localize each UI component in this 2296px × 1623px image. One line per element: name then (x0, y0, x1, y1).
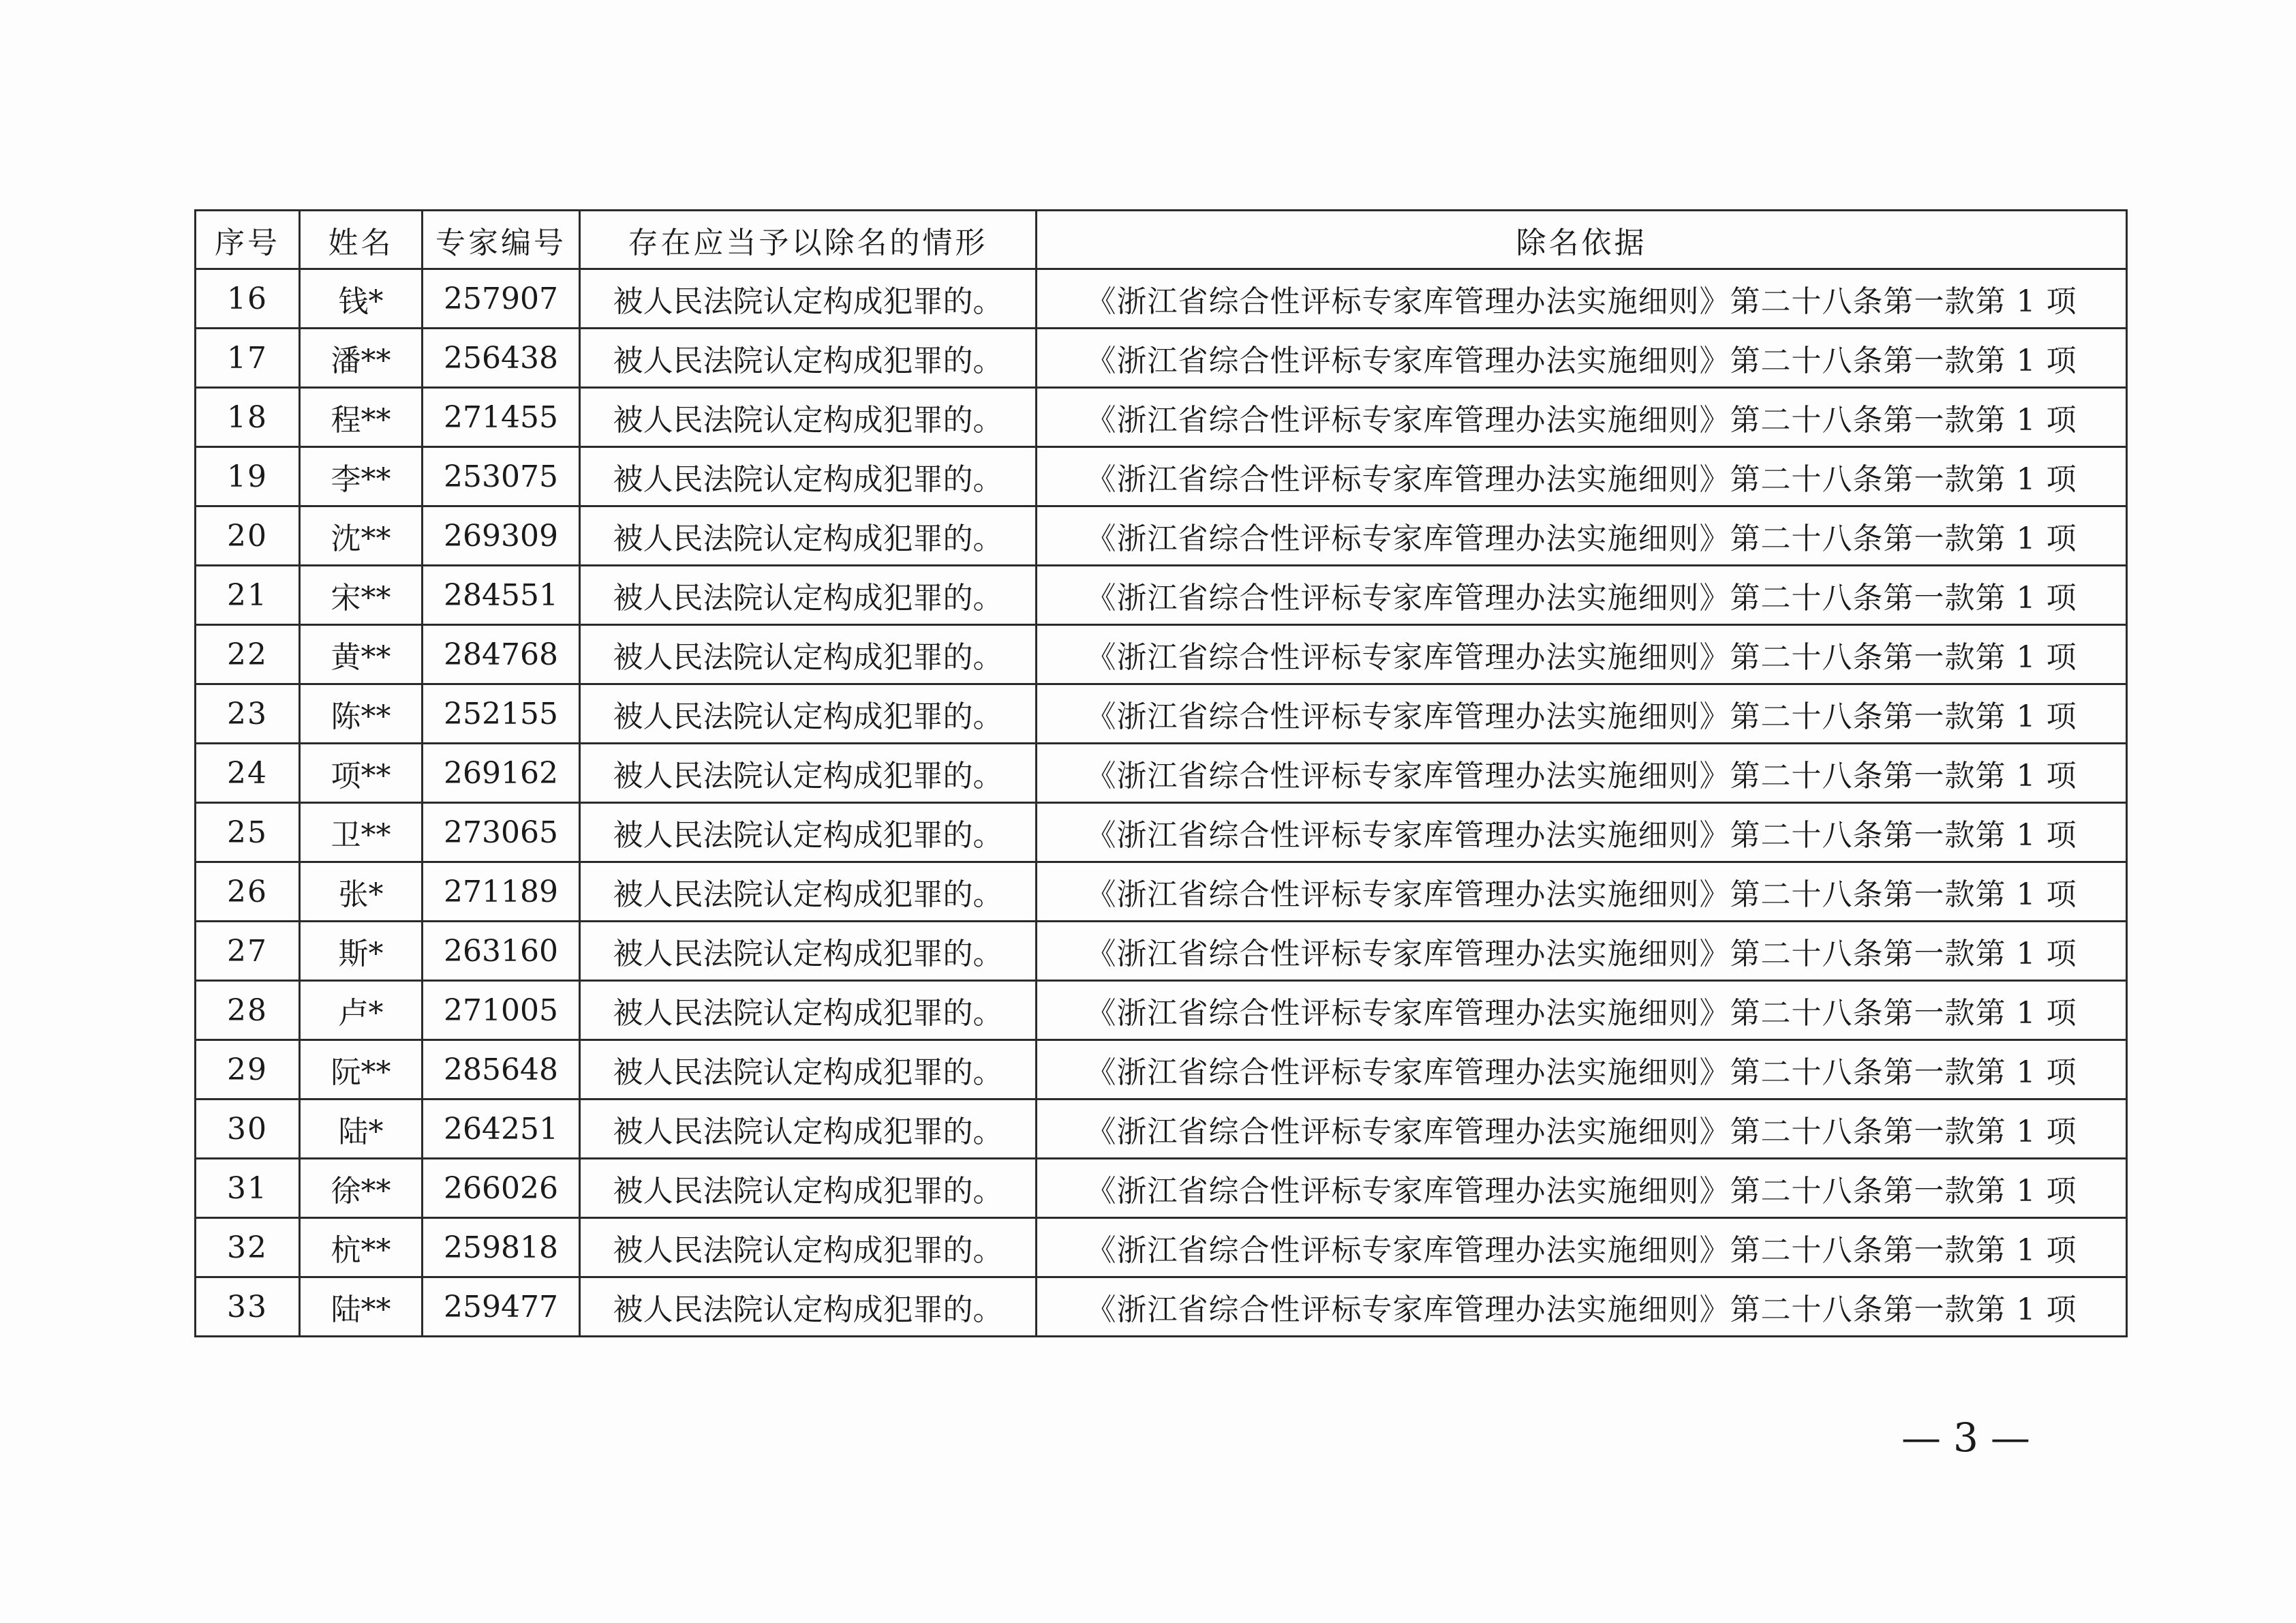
cell-expert-id: 253075 (423, 447, 580, 506)
table-row (196, 862, 2127, 922)
cell-expert-id: 284768 (423, 625, 580, 684)
header-name: 姓名 (300, 211, 423, 269)
cell-situation: 被人民法院认定构成犯罪的。 (580, 1040, 1037, 1099)
cell-basis: 《浙江省综合性评标专家库管理办法实施细则》第二十八条第一款第 1 项 (1037, 1099, 2127, 1159)
cell-situation: 被人民法院认定构成犯罪的。 (580, 1277, 1037, 1337)
cell-basis: 《浙江省综合性评标专家库管理办法实施细则》第二十八条第一款第 1 项 (1037, 922, 2127, 981)
table-row (196, 1277, 2127, 1337)
cell-expert-id: 271455 (423, 388, 580, 447)
cell-seq: 17 (196, 329, 300, 388)
cell-expert-id: 266026 (423, 1159, 580, 1218)
cell-seq: 30 (196, 1099, 300, 1159)
cell-basis: 《浙江省综合性评标专家库管理办法实施细则》第二十八条第一款第 1 项 (1037, 625, 2127, 684)
cell-expert-id: 263160 (423, 922, 580, 981)
cell-seq: 26 (196, 862, 300, 922)
cell-situation: 被人民法院认定构成犯罪的。 (580, 329, 1037, 388)
table-row (196, 744, 2127, 803)
cell-seq: 28 (196, 981, 300, 1040)
cell-expert-id: 259818 (423, 1218, 580, 1277)
cell-expert-id: 269162 (423, 744, 580, 803)
table-row (196, 1218, 2127, 1277)
cell-situation: 被人民法院认定构成犯罪的。 (580, 922, 1037, 981)
cell-situation: 被人民法院认定构成犯罪的。 (580, 447, 1037, 506)
cell-seq: 25 (196, 803, 300, 862)
cell-name: 斯* (300, 922, 423, 981)
cell-expert-id: 257907 (423, 269, 580, 329)
cell-situation: 被人民法院认定构成犯罪的。 (580, 981, 1037, 1040)
cell-situation: 被人民法院认定构成犯罪的。 (580, 506, 1037, 566)
cell-name: 李** (300, 447, 423, 506)
cell-situation: 被人民法院认定构成犯罪的。 (580, 566, 1037, 625)
cell-seq: 19 (196, 447, 300, 506)
cell-name: 卫** (300, 803, 423, 862)
header-seq: 序号 (196, 211, 300, 269)
table-row (196, 566, 2127, 625)
page-number: —3— (1901, 1414, 2042, 1461)
table-row (196, 922, 2127, 981)
cell-seq: 20 (196, 506, 300, 566)
cell-basis: 《浙江省综合性评标专家库管理办法实施细则》第二十八条第一款第 1 项 (1037, 803, 2127, 862)
cell-basis: 《浙江省综合性评标专家库管理办法实施细则》第二十八条第一款第 1 项 (1037, 981, 2127, 1040)
cell-expert-id: 269309 (423, 506, 580, 566)
cell-basis: 《浙江省综合性评标专家库管理办法实施细则》第二十八条第一款第 1 项 (1037, 1218, 2127, 1277)
cell-basis: 《浙江省综合性评标专家库管理办法实施细则》第二十八条第一款第 1 项 (1037, 269, 2127, 329)
removal-list-table (194, 209, 2128, 1337)
cell-basis: 《浙江省综合性评标专家库管理办法实施细则》第二十八条第一款第 1 项 (1037, 566, 2127, 625)
header-basis: 除名依据 (1037, 211, 2127, 269)
cell-basis: 《浙江省综合性评标专家库管理办法实施细则》第二十八条第一款第 1 项 (1037, 684, 2127, 744)
cell-basis: 《浙江省综合性评标专家库管理办法实施细则》第二十八条第一款第 1 项 (1037, 506, 2127, 566)
cell-situation: 被人民法院认定构成犯罪的。 (580, 1218, 1037, 1277)
cell-name: 潘** (300, 329, 423, 388)
cell-name: 项** (300, 744, 423, 803)
cell-expert-id: 271005 (423, 981, 580, 1040)
cell-expert-id: 285648 (423, 1040, 580, 1099)
cell-situation: 被人民法院认定构成犯罪的。 (580, 388, 1037, 447)
header-expert-id: 专家编号 (423, 211, 580, 269)
table-row (196, 506, 2127, 566)
cell-expert-id: 259477 (423, 1277, 580, 1337)
cell-name: 钱* (300, 269, 423, 329)
cell-seq: 24 (196, 744, 300, 803)
table-row (196, 329, 2127, 388)
cell-expert-id: 256438 (423, 329, 580, 388)
cell-name: 陆** (300, 1277, 423, 1337)
cell-name: 沈** (300, 506, 423, 566)
cell-situation: 被人民法院认定构成犯罪的。 (580, 862, 1037, 922)
table-row (196, 447, 2127, 506)
cell-seq: 31 (196, 1159, 300, 1218)
cell-basis: 《浙江省综合性评标专家库管理办法实施细则》第二十八条第一款第 1 项 (1037, 329, 2127, 388)
cell-seq: 32 (196, 1218, 300, 1277)
table-row (196, 981, 2127, 1040)
cell-expert-id: 271189 (423, 862, 580, 922)
cell-situation: 被人民法院认定构成犯罪的。 (580, 684, 1037, 744)
table-row (196, 684, 2127, 744)
cell-basis: 《浙江省综合性评标专家库管理办法实施细则》第二十八条第一款第 1 项 (1037, 1277, 2127, 1337)
cell-basis: 《浙江省综合性评标专家库管理办法实施细则》第二十八条第一款第 1 项 (1037, 447, 2127, 506)
cell-name: 徐** (300, 1159, 423, 1218)
cell-seq: 22 (196, 625, 300, 684)
cell-expert-id: 273065 (423, 803, 580, 862)
cell-name: 黄** (300, 625, 423, 684)
cell-name: 程** (300, 388, 423, 447)
cell-name: 陆* (300, 1099, 423, 1159)
cell-name: 陈** (300, 684, 423, 744)
cell-basis: 《浙江省综合性评标专家库管理办法实施细则》第二十八条第一款第 1 项 (1037, 1040, 2127, 1099)
table-row (196, 388, 2127, 447)
cell-seq: 29 (196, 1040, 300, 1099)
cell-seq: 18 (196, 388, 300, 447)
table-row (196, 269, 2127, 329)
cell-basis: 《浙江省综合性评标专家库管理办法实施细则》第二十八条第一款第 1 项 (1037, 388, 2127, 447)
table-row (196, 803, 2127, 862)
cell-situation: 被人民法院认定构成犯罪的。 (580, 269, 1037, 329)
cell-name: 张* (300, 862, 423, 922)
cell-situation: 被人民法院认定构成犯罪的。 (580, 744, 1037, 803)
cell-seq: 21 (196, 566, 300, 625)
cell-situation: 被人民法院认定构成犯罪的。 (580, 1159, 1037, 1218)
cell-basis: 《浙江省综合性评标专家库管理办法实施细则》第二十八条第一款第 1 项 (1037, 862, 2127, 922)
cell-expert-id: 284551 (423, 566, 580, 625)
table-row (196, 1099, 2127, 1159)
cell-seq: 23 (196, 684, 300, 744)
cell-expert-id: 252155 (423, 684, 580, 744)
cell-name: 杭** (300, 1218, 423, 1277)
table-body (196, 269, 2127, 1337)
cell-situation: 被人民法院认定构成犯罪的。 (580, 803, 1037, 862)
table-row (196, 1040, 2127, 1099)
cell-seq: 16 (196, 269, 300, 329)
cell-expert-id: 264251 (423, 1099, 580, 1159)
cell-basis: 《浙江省综合性评标专家库管理办法实施细则》第二十八条第一款第 1 项 (1037, 744, 2127, 803)
cell-name: 宋** (300, 566, 423, 625)
table-row (196, 1159, 2127, 1218)
cell-seq: 33 (196, 1277, 300, 1337)
cell-situation: 被人民法院认定构成犯罪的。 (580, 625, 1037, 684)
cell-basis: 《浙江省综合性评标专家库管理办法实施细则》第二十八条第一款第 1 项 (1037, 1159, 2127, 1218)
table-header-row (196, 211, 2127, 269)
header-situation: 存在应当予以除名的情形 (580, 211, 1037, 269)
cell-situation: 被人民法院认定构成犯罪的。 (580, 1099, 1037, 1159)
cell-name: 阮** (300, 1040, 423, 1099)
cell-name: 卢* (300, 981, 423, 1040)
table-row (196, 625, 2127, 684)
cell-seq: 27 (196, 922, 300, 981)
